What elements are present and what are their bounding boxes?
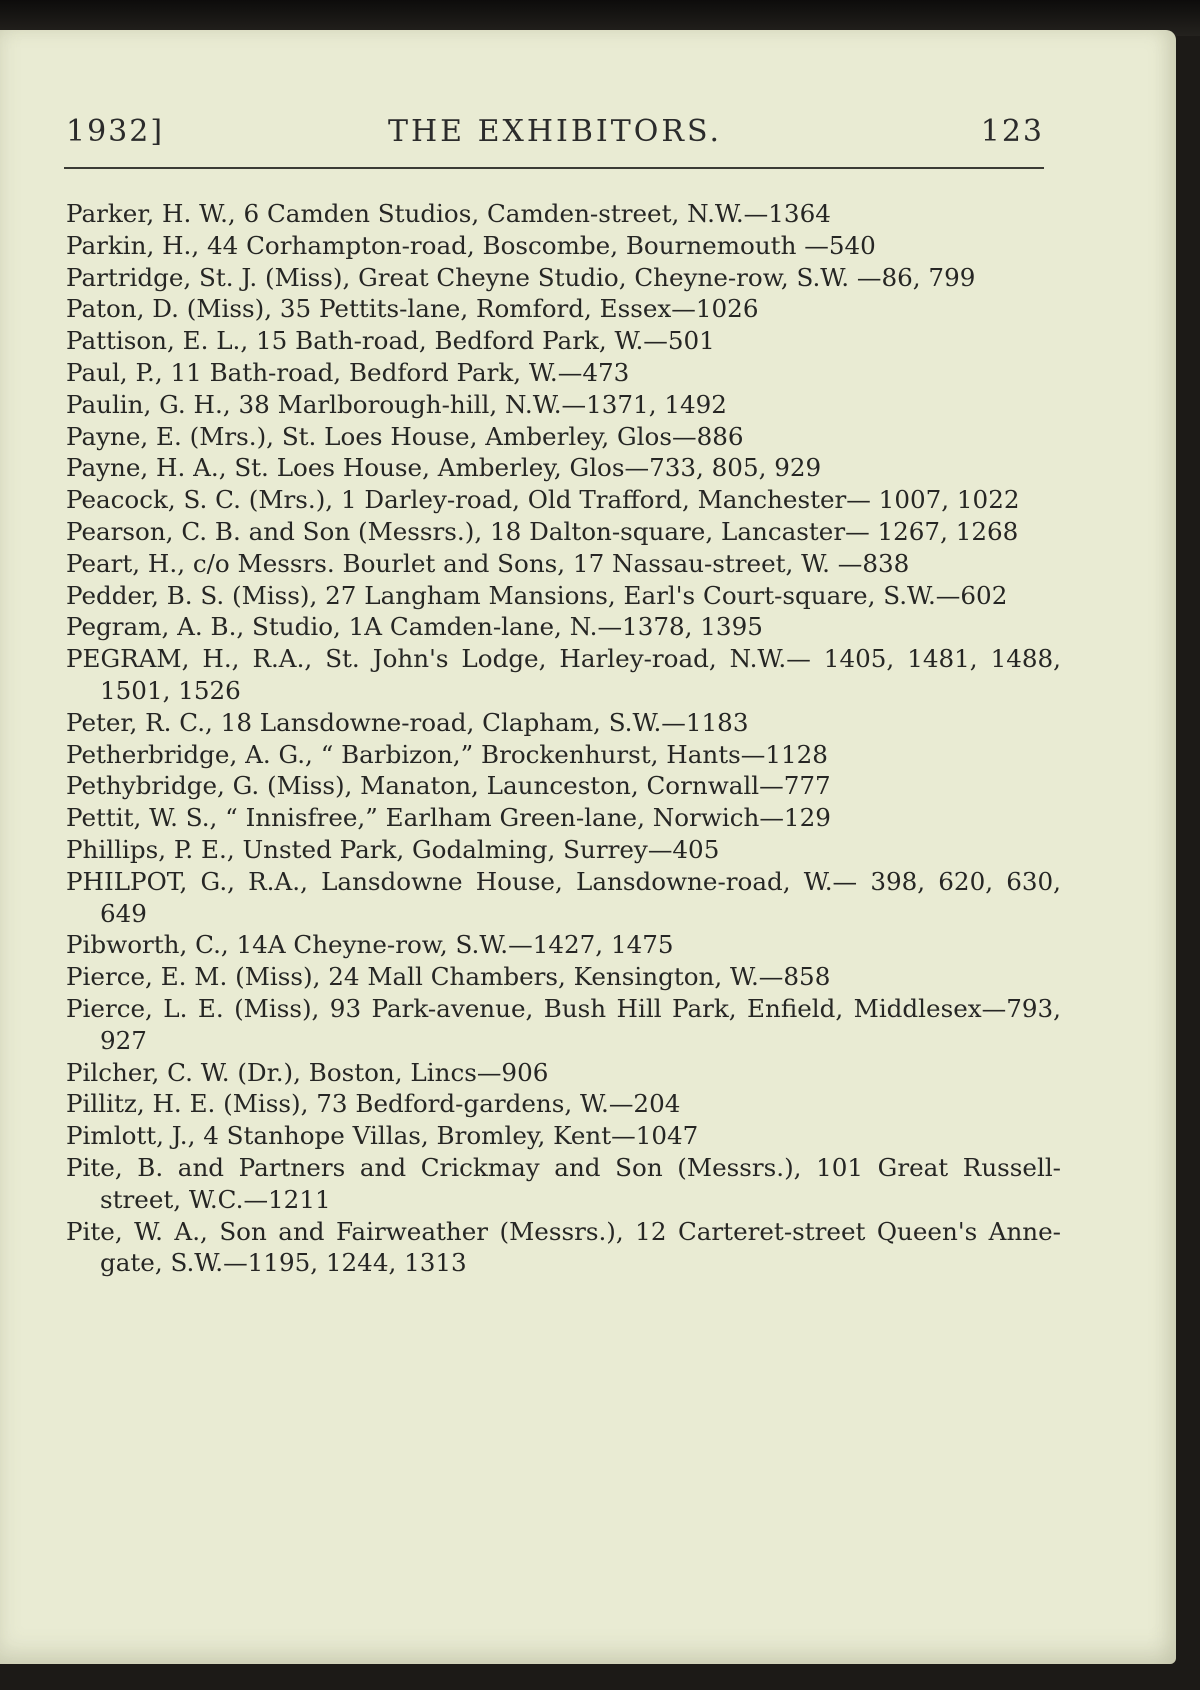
- exhibitor-entry: Pierce, L. E. (Miss), 93 Park-avenue, Bush Hill Park, Enfield, Middlesex—793, 927: [66, 993, 1061, 1055]
- exhibitor-entry: Petherbridge, A. G., “ Barbizon,” Brockenhurst, Hants—1128: [66, 739, 828, 769]
- exhibitor-entry: Pattison, E. L., 15 Bath-road, Bedford Park, W.—501: [66, 326, 715, 356]
- exhibitor-entry: Payne, H. A., St. Loes House, Amberley, Glos—733, 805, 929: [66, 453, 822, 483]
- exhibitor-entry: Parker, H. W., 6 Camden Studios, Camden-street, N.W.—1364: [66, 199, 831, 228]
- exhibitor-entry: Pethybridge, G. (Miss), Manaton, Launceston, Cornwall—777: [66, 771, 831, 801]
- exhibitor-entry: Paul, P., 11 Bath-road, Bedford Park, W.—473: [66, 357, 630, 387]
- exhibitor-entry: Peacock, S. C. (Mrs.), 1 Darley-road, Old Trafford, Manchester— 1007, 1022: [66, 485, 1020, 515]
- header-title: THE EXHIBITORS.: [388, 114, 722, 149]
- exhibitor-list: [66, 198, 1061, 1279]
- exhibitor-entry: Paulin, G. H., 38 Marlborough-hill, N.W.—1371, 1492: [66, 389, 727, 419]
- exhibitor-entry: Partridge, St. J. (Miss), Great Cheyne Studio, Cheyne-row, S.W. —86, 799: [66, 262, 976, 292]
- page-number: 123: [980, 114, 1044, 149]
- exhibitor-entry: Pimlott, J., 4 Stanhope Villas, Bromley, Kent—1047: [66, 1121, 699, 1151]
- exhibitor-entry: Pedder, B. S. (Miss), 27 Langham Mansions, Earl's Court-square, S.W.—602: [66, 580, 1008, 610]
- running-header: [66, 114, 1044, 166]
- exhibitor-entry: Pettit, W. S., “ Innisfree,” Earlham Green-lane, Norwich—129: [66, 803, 831, 833]
- exhibitor-entry: Peart, H., c/o Messrs. Bourlet and Sons, 17 Nassau-street, W. —838: [66, 548, 910, 578]
- exhibitor-entry: Pierce, E. M. (Miss), 24 Mall Chambers, Kensington, W.—858: [66, 962, 831, 992]
- header-rule: [64, 167, 1044, 169]
- exhibitor-entry: Pegram, A. B., Studio, 1A Camden-lane, N.—1378, 1395: [66, 612, 763, 642]
- exhibitor-entry: Phillips, P. E., Unsted Park, Godalming, Surrey—405: [66, 834, 720, 864]
- exhibitor-entry: Pilcher, C. W. (Dr.), Boston, Lincs—906: [66, 1057, 549, 1087]
- book-page: [0, 30, 1176, 1664]
- exhibitor-entry: Payne, E. (Mrs.), St. Loes House, Amberley, Glos—886: [66, 421, 744, 451]
- exhibitor-entry: Paton, D. (Miss), 35 Pettits-lane, Romford, Essex—1026: [66, 294, 759, 324]
- exhibitor-entry: Parkin, H., 44 Corhampton-road, Boscombe, Bournemouth —540: [66, 230, 876, 260]
- exhibitor-entry: Pibworth, C., 14A Cheyne-row, S.W.—1427, 1475: [66, 930, 674, 960]
- exhibitor-entry: Peter, R. C., 18 Lansdowne-road, Clapham, S.W.—1183: [66, 707, 749, 737]
- exhibitor-entry: Pearson, C. B. and Son (Messrs.), 18 Dalton-square, Lancaster— 1267, 1268: [66, 516, 1019, 546]
- exhibitor-entry: PEGRAM, H., R.A., St. John's Lodge, Harley-road, N.W.— 1405, 1481, 1488, 1501, 1526: [66, 644, 1061, 705]
- exhibitor-entry: Pite, W. A., Son and Fairweather (Messrs.), 12 Carteret-street Queen's Anne-gate, S.W.—1195, 1244, 1313: [66, 1216, 1061, 1278]
- exhibitor-entry: PHILPOT, G., R.A., Lansdowne House, Lansdowne-road, W.— 398, 620, 630, 649: [66, 866, 1061, 928]
- header-year: 1932]: [66, 114, 165, 149]
- exhibitor-entry: Pite, B. and Partners and Crickmay and Son (Messrs.), 101 Great Russell-street, W.C.—1211: [66, 1152, 1061, 1214]
- exhibitor-entry: Pillitz, H. E. (Miss), 73 Bedford-gardens, W.—204: [66, 1089, 681, 1119]
